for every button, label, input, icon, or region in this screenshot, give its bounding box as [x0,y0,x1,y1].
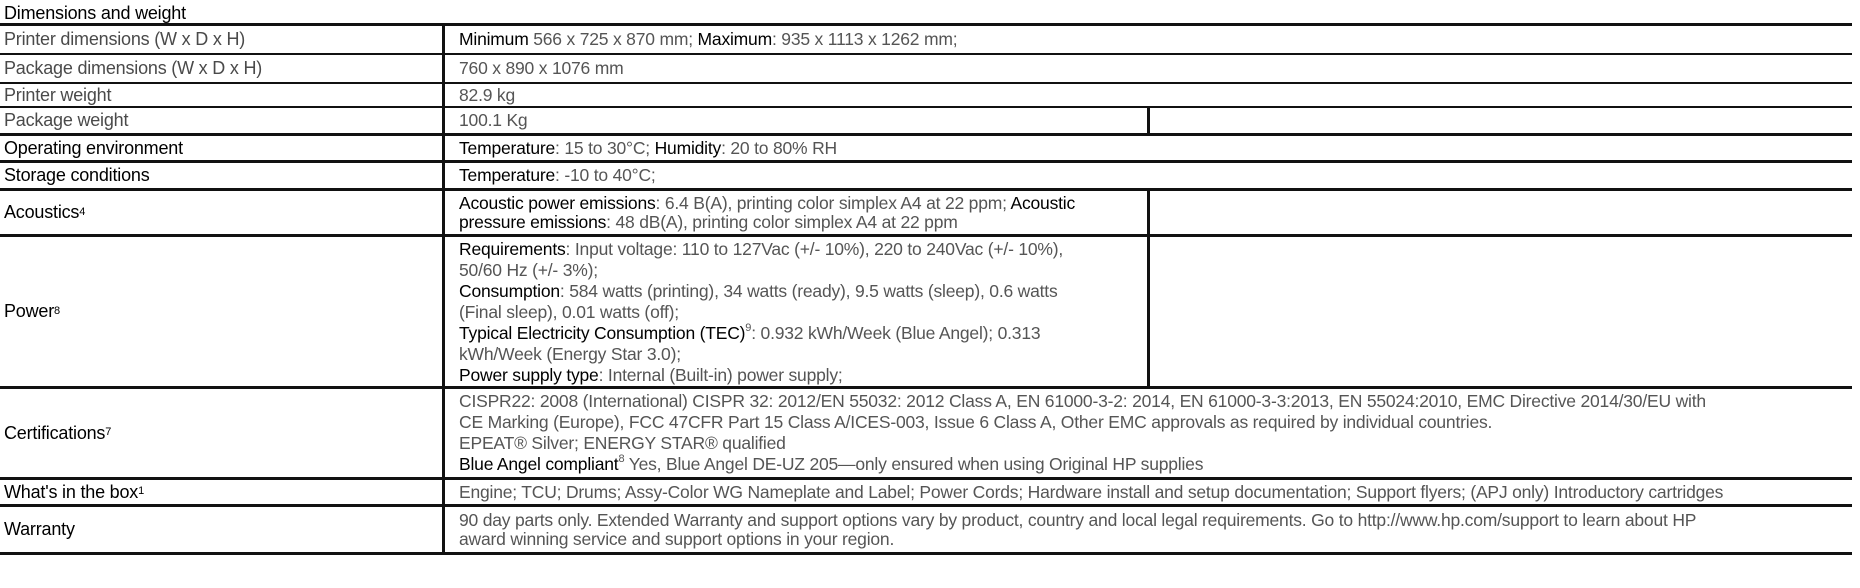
text-whats-in-box: Engine; TCU; Drums; Assy-Color WG Nameplate and Label; Power Cords; Hardware install and setup documentation; Support flyers; (APJ only) Introductory cartridges [459,481,1724,502]
value-acoustics [445,191,1852,234]
label-printer-dimensions: Printer dimensions (W x D x H) [0,26,445,53]
val-storage-temperature: : -10 to 40°C; [555,165,656,185]
row-acoustics [0,191,1852,237]
value-certifications [445,389,1852,477]
val-requirements-b: 50/60 Hz (+/- 3%); [459,260,598,280]
warranty-line-1: 90 day parts only. Extended Warranty and support options vary by product, country and local legal requirements. Go to http://www.hp.com/support to learn about HP [459,509,1697,530]
label-power-text: Power [4,301,55,321]
value-package-weight [445,108,1852,133]
row-operating-environment [0,136,1852,163]
warranty-line-2: award winning service and support options in your region. [459,528,895,549]
label-printer-weight: Printer weight [0,84,445,106]
value-storage-conditions [445,163,1852,188]
val-consumption-b: (Final sleep), 0.01 watts (off); [459,302,679,322]
label-acoustics-text: Acoustics [4,202,80,222]
row-whats-in-box [0,480,1852,507]
key-maximum: Maximum [697,29,772,49]
value-operating-environment [445,136,1852,160]
value-warranty [445,507,1852,552]
value-package-dimensions [445,55,1852,82]
label-certifications-text: Certifications [4,422,106,443]
key-op-humidity: Humidity [654,137,722,158]
label-certifications: Certifications $^7$ [0,389,445,477]
label-whats-in-box: What's in the box $^1$ [0,480,445,504]
label-storage-conditions: Storage conditions [0,163,445,188]
row-printer-dimensions [0,26,1852,55]
row-storage-conditions [0,163,1852,191]
val-op-temperature: : 15 to 30°C; [555,137,655,158]
key-minimum: Minimum [459,29,529,49]
text-package-dimensions: 760 x 890 x 1076 mm [459,58,624,78]
val-tec-b: kWh/Week (Energy Star 3.0); [459,344,681,364]
label-package-weight: Package weight [0,108,445,133]
value-printer-weight [445,84,1852,106]
label-whats-in-box-text: What's in the box [4,481,139,502]
key-consumption: Consumption [459,281,560,301]
value-printer-dimensions [445,26,1852,53]
text-package-weight: 100.1 Kg [459,110,528,130]
key-acoustic-pressure-b: pressure emissions [459,211,607,232]
key-blue-angel: Blue Angel compliant [459,454,619,474]
key-storage-temperature: Temperature [459,165,556,185]
row-warranty [0,507,1852,555]
key-acoustic-pressure-a: Acoustic [1010,192,1076,213]
row-package-weight [0,108,1852,136]
val-power-supply: : Internal (Built-in) power supply; [598,365,843,385]
val-requirements-a: : Input voltage: 110 to 127Vac (+/- 10%), 220 to 240Vac (+/- 10%), [565,239,1064,259]
val-acoustic-power: : 6.4 B(A), printing color simplex A4 at 22 ppm; [655,192,1011,213]
label-warranty: Warranty [0,507,445,552]
label-operating-environment: Operating environment [0,136,445,160]
row-package-dimensions [0,55,1852,84]
footnote-tec: 9 [745,322,752,335]
label-acoustics: Acoustics $^4$ [0,191,445,234]
key-tec: Typical Electricity Consumption (TEC) [459,323,746,343]
row-printer-weight [0,84,1852,108]
value-whats-in-box [445,480,1852,504]
row-power [0,237,1852,389]
key-requirements: Requirements [459,239,566,259]
row-certifications [0,389,1852,480]
text-printer-weight: 82.9 kg [459,84,516,105]
val-blue-angel: Yes, Blue Angel DE-UZ 205—only ensured when using Original HP supplies [624,454,1204,474]
key-acoustic-power: Acoustic power emissions [459,192,656,213]
cert-line-2: CE Marking (Europe), FCC 47CFR Part 15 Class A/ICES-003, Issue 6 Class A, Other EMC approvals as required by individual countries. [459,412,1493,432]
val-maximum: : 935 x 1113 x 1262 mm; [771,29,958,49]
val-minimum: 566 x 725 x 870 mm; [528,29,698,49]
key-power-supply: Power supply type [459,365,599,385]
cert-line-3: EPEAT® Silver; ENERGY STAR® qualified [459,433,786,453]
footnote-blue-angel: 8 [618,453,625,466]
val-acoustic-pressure: : 48 dB(A), printing color simplex A4 at 22 ppm [606,211,958,232]
key-op-temperature: Temperature [459,137,556,158]
label-power: Power $^8$ [0,237,445,386]
val-op-humidity: : 20 to 80% RH [721,137,837,158]
value-power [445,237,1852,386]
val-consumption-a: : 584 watts (printing), 34 watts (ready), 9.5 watts (sleep), 0.6 watts [559,281,1058,301]
cert-line-1: CISPR22: 2008 (International) CISPR 32: 2012/EN 55032: 2012 Class A, EN 61000-3-2: 2014, EN 61000-3-3:2013, EN 55024:2010, EMC Directive 2014/30/EU with [459,391,1706,411]
label-package-dimensions: Package dimensions (W x D x H) [0,55,445,82]
section-title: Dimensions and weight [0,0,1852,26]
val-tec-a: : 0.932 kWh/Week (Blue Angel); 0.313 [751,323,1041,343]
